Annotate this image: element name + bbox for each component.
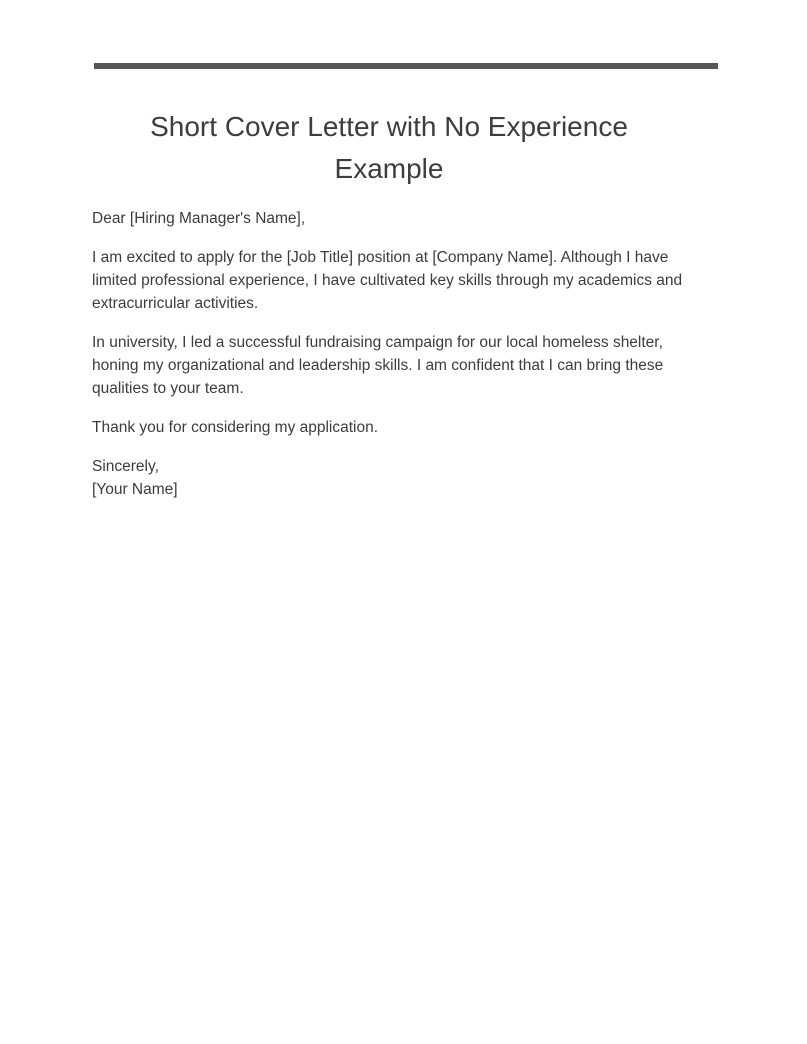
- paragraph-experience: In university, I led a successful fundraising campaign for our local homeless shelter, honing my organizational and leadership skills. I am confident that I can bring these qualities to your team.: [92, 334, 664, 397]
- paragraph-intro: I am excited to apply for the [Job Title] position at [Company Name]. Although I have limited professional experience, I have cultivated key skills through my academics and extracurricular activities.: [92, 249, 683, 312]
- signature: [Your Name]: [92, 481, 178, 498]
- closing: Sincerely,: [92, 458, 159, 475]
- paragraph-thanks: Thank you for considering my application.: [92, 419, 379, 436]
- document-title: Short Cover Letter with No Experience Example: [150, 111, 628, 184]
- salutation: Dear [Hiring Manager's Name],: [92, 210, 306, 227]
- header-divider: [94, 63, 718, 69]
- closing-block: [92, 455, 692, 501]
- letter-body: [92, 207, 692, 517]
